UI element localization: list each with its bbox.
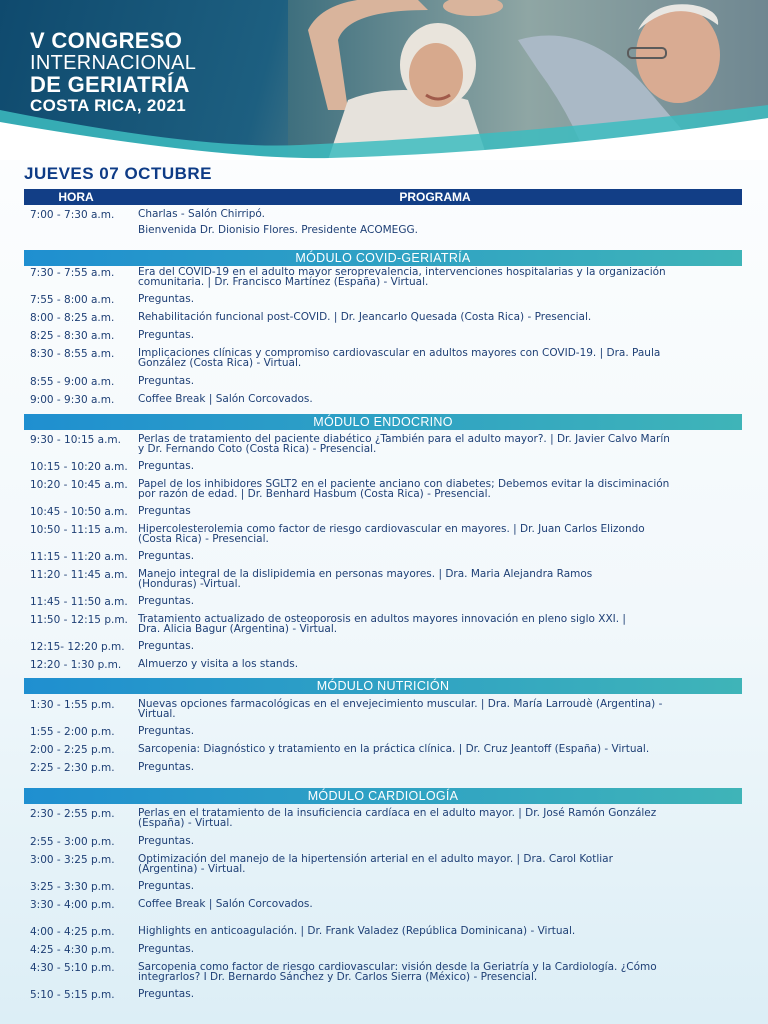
row-time: 5:10 - 5:15 p.m. <box>30 989 115 1001</box>
row-description <box>138 899 738 909</box>
row-description <box>138 744 738 754</box>
table-header <box>24 189 742 205</box>
row-time: 1:30 - 1:55 p.m. <box>30 699 115 711</box>
row-line: Hipercolesterolemia como factor de riesgo cardiovascular en mayores. | Dr. Juan Carlos Elizondo <box>138 523 645 535</box>
row-time: 10:15 - 10:20 a.m. <box>30 461 128 473</box>
row-description <box>138 944 738 954</box>
row-description <box>138 962 738 982</box>
row-time: 7:55 - 8:00 a.m. <box>30 294 115 306</box>
row-line: (Honduras) -Virtual. <box>138 578 241 590</box>
row-description <box>138 836 738 846</box>
row-line: Almuerzo y visita a los stands. <box>138 658 299 670</box>
row-line: Coffee Break | Salón Corcovados. <box>138 393 313 405</box>
row-line: Charlas - Salón Chirripó. <box>138 208 265 220</box>
row-description <box>138 434 738 454</box>
title-line-4: COSTA RICA, 2021 <box>30 96 186 115</box>
row-line: Rehabilitación funcional post-COVID. | Dr. Jeancarlo Quesada (Costa Rica) - Presencial. <box>138 311 592 323</box>
row-description <box>138 641 738 651</box>
row-line: Implicaciones clínicas y compromiso cardiovascular en adultos mayores con COVID-19. | Dra. Paula <box>138 347 661 359</box>
row-line: Preguntas. <box>138 595 195 607</box>
row-line: Coffee Break | Salón Corcovados. <box>138 898 313 910</box>
row-line: Era del COVID-19 en el adulto mayor seroprevalencia, intervenciones hospitalarias y la organización <box>138 266 666 278</box>
row-line: Preguntas. <box>138 761 195 773</box>
row-line: y Dr. Fernando Coto (Costa Rica) - Presencial. <box>138 443 377 455</box>
row-time: 10:20 - 10:45 a.m. <box>30 479 128 491</box>
row-time: 2:30 - 2:55 p.m. <box>30 808 115 820</box>
row-time: 2:55 - 3:00 p.m. <box>30 836 115 848</box>
row-description <box>138 569 738 589</box>
row-time: 3:25 - 3:30 p.m. <box>30 881 115 893</box>
row-line: comunitaria. | Dr. Francisco Martínez (España) - Virtual. <box>138 276 429 288</box>
row-time: 8:00 - 8:25 a.m. <box>30 312 115 324</box>
row-time: 4:25 - 4:30 p.m. <box>30 944 115 956</box>
row-line: Nuevas opciones farmacológicas en el envejecimiento muscular. | Dra. María Larroudè (Argentina) - <box>138 698 663 710</box>
row-line: Tratamiento actualizado de osteoporosis en adultos mayores innovación en pleno siglo XXI. | <box>138 613 626 625</box>
row-time: 7:00 - 7:30 a.m. <box>30 209 115 221</box>
row-description <box>138 461 738 471</box>
row-time: 9:30 - 10:15 a.m. <box>30 434 121 446</box>
row-description <box>138 762 738 772</box>
row-line: Papel de los inhibidores SGLT2 en el paciente anciano con diabetes; Debemos evitar la disciminación <box>138 478 670 490</box>
row-description <box>138 312 738 322</box>
row-time: 8:25 - 8:30 a.m. <box>30 330 115 342</box>
row-description <box>138 394 738 404</box>
row-time: 11:15 - 11:20 a.m. <box>30 551 128 563</box>
row-line: Preguntas. <box>138 725 195 737</box>
row-time: 12:15- 12:20 p.m. <box>30 641 125 653</box>
row-time: 11:20 - 11:45 a.m. <box>30 569 128 581</box>
row-description <box>138 267 738 287</box>
row-description <box>138 225 738 235</box>
row-time: 3:00 - 3:25 p.m. <box>30 854 115 866</box>
row-description <box>138 926 738 936</box>
module-header-endocrino: MÓDULO ENDOCRINO <box>24 414 742 430</box>
row-time: 8:30 - 8:55 a.m. <box>30 348 115 360</box>
row-time: 3:30 - 4:00 p.m. <box>30 899 115 911</box>
row-time: 4:00 - 4:25 p.m. <box>30 926 115 938</box>
row-description <box>138 699 738 719</box>
row-description <box>138 506 738 516</box>
row-description <box>138 596 738 606</box>
row-time: 12:20 - 1:30 p.m. <box>30 659 122 671</box>
row-line: Sarcopenia: Diagnóstico y tratamiento en la práctica clínica. | Dr. Cruz Jeantoff (España) - Virtual. <box>138 743 650 755</box>
row-description <box>138 524 738 544</box>
module-header-nutricion: MÓDULO NUTRICIÓN <box>24 678 742 694</box>
row-description <box>138 551 738 561</box>
row-line: por razón de edad. | Dr. Benhard Hasbum (Costa Rica) - Presencial. <box>138 488 491 500</box>
header-banner <box>0 0 768 160</box>
row-description <box>138 294 738 304</box>
row-description <box>138 881 738 891</box>
row-line: Preguntas <box>138 505 191 517</box>
row-time: 11:50 - 12:15 p.m. <box>30 614 128 626</box>
row-description <box>138 989 738 999</box>
row-line: Perlas de tratamiento del paciente diabético ¿También para el adulto mayor?. | Dr. Javier Calvo Marín <box>138 433 670 445</box>
row-description <box>138 330 738 340</box>
row-line: (Argentina) - Virtual. <box>138 863 246 875</box>
row-line: Preguntas. <box>138 375 195 387</box>
row-description <box>138 479 738 499</box>
row-line: Preguntas. <box>138 988 195 1000</box>
row-time: 10:50 - 11:15 a.m. <box>30 524 128 536</box>
row-description <box>138 726 738 736</box>
row-description <box>138 348 738 368</box>
row-time: 10:45 - 10:50 a.m. <box>30 506 128 518</box>
row-time: 7:30 - 7:55 a.m. <box>30 267 115 279</box>
row-line: Manejo integral de la dislipidemia en personas mayores. | Dra. Maria Alejandra Ramos <box>138 568 593 580</box>
row-line: Optimización del manejo de la hipertensión arterial en el adulto mayor. | Dra. Carol Kotliar <box>138 853 613 865</box>
row-time: 2:25 - 2:30 p.m. <box>30 762 115 774</box>
row-time: 8:55 - 9:00 a.m. <box>30 376 115 388</box>
row-line: (España) - Virtual. <box>138 817 233 829</box>
title-line-3: DE GERIATRÍA <box>30 72 190 97</box>
row-line: Preguntas. <box>138 460 195 472</box>
row-line: Dra. Alicia Bagur (Argentina) - Virtual. <box>138 623 338 635</box>
module-header-cardiologia: MÓDULO CARDIOLOGÍA <box>24 788 742 804</box>
row-line: Preguntas. <box>138 943 195 955</box>
row-line: Preguntas. <box>138 835 195 847</box>
module-header-covid: MÓDULO COVID-GERIATRÍA <box>24 250 742 266</box>
title-line-2: INTERNACIONAL <box>30 52 197 74</box>
row-time: 2:00 - 2:25 p.m. <box>30 744 115 756</box>
row-line: Perlas en el tratamiento de la insuficiencia cardíaca en el adulto mayor. | Dr. José Ramón González <box>138 807 657 819</box>
row-description <box>138 854 738 874</box>
row-line: González (Costa Rica) - Virtual. <box>138 357 302 369</box>
row-description <box>138 209 738 219</box>
day-title: JUEVES 07 OCTUBRE <box>24 164 212 183</box>
row-description <box>138 614 738 634</box>
column-header-hora: HORA <box>58 190 94 204</box>
column-header-programa: PROGRAMA <box>399 190 471 204</box>
row-line: Preguntas. <box>138 880 195 892</box>
row-description <box>138 376 738 386</box>
congress-title <box>30 30 196 116</box>
row-line: Virtual. <box>138 708 176 720</box>
title-line-1: V CONGRESO <box>30 28 183 53</box>
row-line: Bienvenida Dr. Dionisio Flores. Presidente ACOMEGG. <box>138 224 418 236</box>
row-time: 1:55 - 2:00 p.m. <box>30 726 115 738</box>
row-time: 4:30 - 5:10 p.m. <box>30 962 115 974</box>
row-line: Preguntas. <box>138 329 195 341</box>
row-line: Preguntas. <box>138 293 195 305</box>
row-time: 9:00 - 9:30 a.m. <box>30 394 115 406</box>
row-line: Sarcopenia como factor de riesgo cardiovascular: visión desde la Geriatría y la Cardiología. ¿Cómo <box>138 961 657 973</box>
row-line: Preguntas. <box>138 640 195 652</box>
row-line: integrarlos? I Dr. Bernardo Sánchez y Dr. Carlos Sierra (México) - Presencial. <box>138 971 538 983</box>
row-time: 11:45 - 11:50 a.m. <box>30 596 128 608</box>
row-description <box>138 659 738 669</box>
row-line: Preguntas. <box>138 550 195 562</box>
row-description <box>138 808 738 828</box>
row-line: Highlights en anticoagulación. | Dr. Frank Valadez (República Dominicana) - Virtual. <box>138 925 576 937</box>
row-line: (Costa Rica) - Presencial. <box>138 533 269 545</box>
